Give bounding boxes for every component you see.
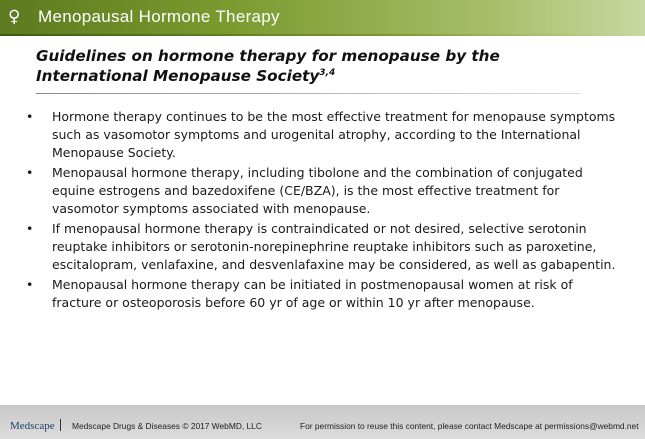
header-underline bbox=[0, 34, 645, 36]
bullet-item bbox=[26, 220, 621, 274]
bullet-marker: • bbox=[26, 109, 34, 124]
slide-header bbox=[0, 0, 645, 34]
subtitle-text: Guidelines on hormone therapy for menopause by the International Menopause Society bbox=[36, 47, 500, 85]
bullet-marker: • bbox=[26, 165, 34, 180]
subtitle-divider bbox=[36, 93, 581, 94]
bullet-text: Hormone therapy continues to be the most effective treatment for menopause symptoms such as vasomotor symptoms and urogenital atrophy, according to the International Menopause Society. bbox=[52, 109, 616, 160]
footer-divider bbox=[60, 419, 61, 431]
bullet-item bbox=[26, 276, 621, 312]
bullet-item bbox=[26, 108, 621, 162]
medscape-logo: Medscape bbox=[10, 420, 55, 432]
bullet-text: If menopausal hormone therapy is contraindicated or not desired, selective serotonin reuptake inhibitors or serotonin-norepinephrine reuptake inhibitors such as paroxetine, escitalopram, venlafaxine, and desvenlafaxine may be considered, as well as gabapentin. bbox=[52, 221, 616, 272]
bullet-item bbox=[26, 164, 621, 218]
bullet-list bbox=[26, 108, 621, 314]
slide-title: Menopausal Hormone Therapy bbox=[38, 7, 280, 26]
bullet-marker: • bbox=[26, 221, 34, 236]
subtitle-reference: 3,4 bbox=[319, 67, 336, 78]
slide-subtitle bbox=[36, 46, 596, 86]
bullet-text: Menopausal hormone therapy, including tibolone and the combination of conjugated equine estrogens and bazedoxifene (CE/BZA), is the most effective treatment for vasomotor symptoms associated with menopause. bbox=[52, 165, 583, 216]
copyright-text: Medscape Drugs & Diseases © 2017 WebMD, LLC bbox=[72, 421, 262, 431]
female-symbol-icon: ♀ bbox=[8, 7, 21, 27]
slide-footer bbox=[0, 405, 645, 439]
bullet-text: Menopausal hormone therapy can be initiated in postmenopausal women at risk of fracture or osteoporosis before 60 yr of age or within 10 yr after menopause. bbox=[52, 277, 573, 310]
permission-text: For permission to reuse this content, please contact Medscape at permissions@webmd.net bbox=[300, 421, 639, 431]
bullet-marker: • bbox=[26, 277, 34, 292]
